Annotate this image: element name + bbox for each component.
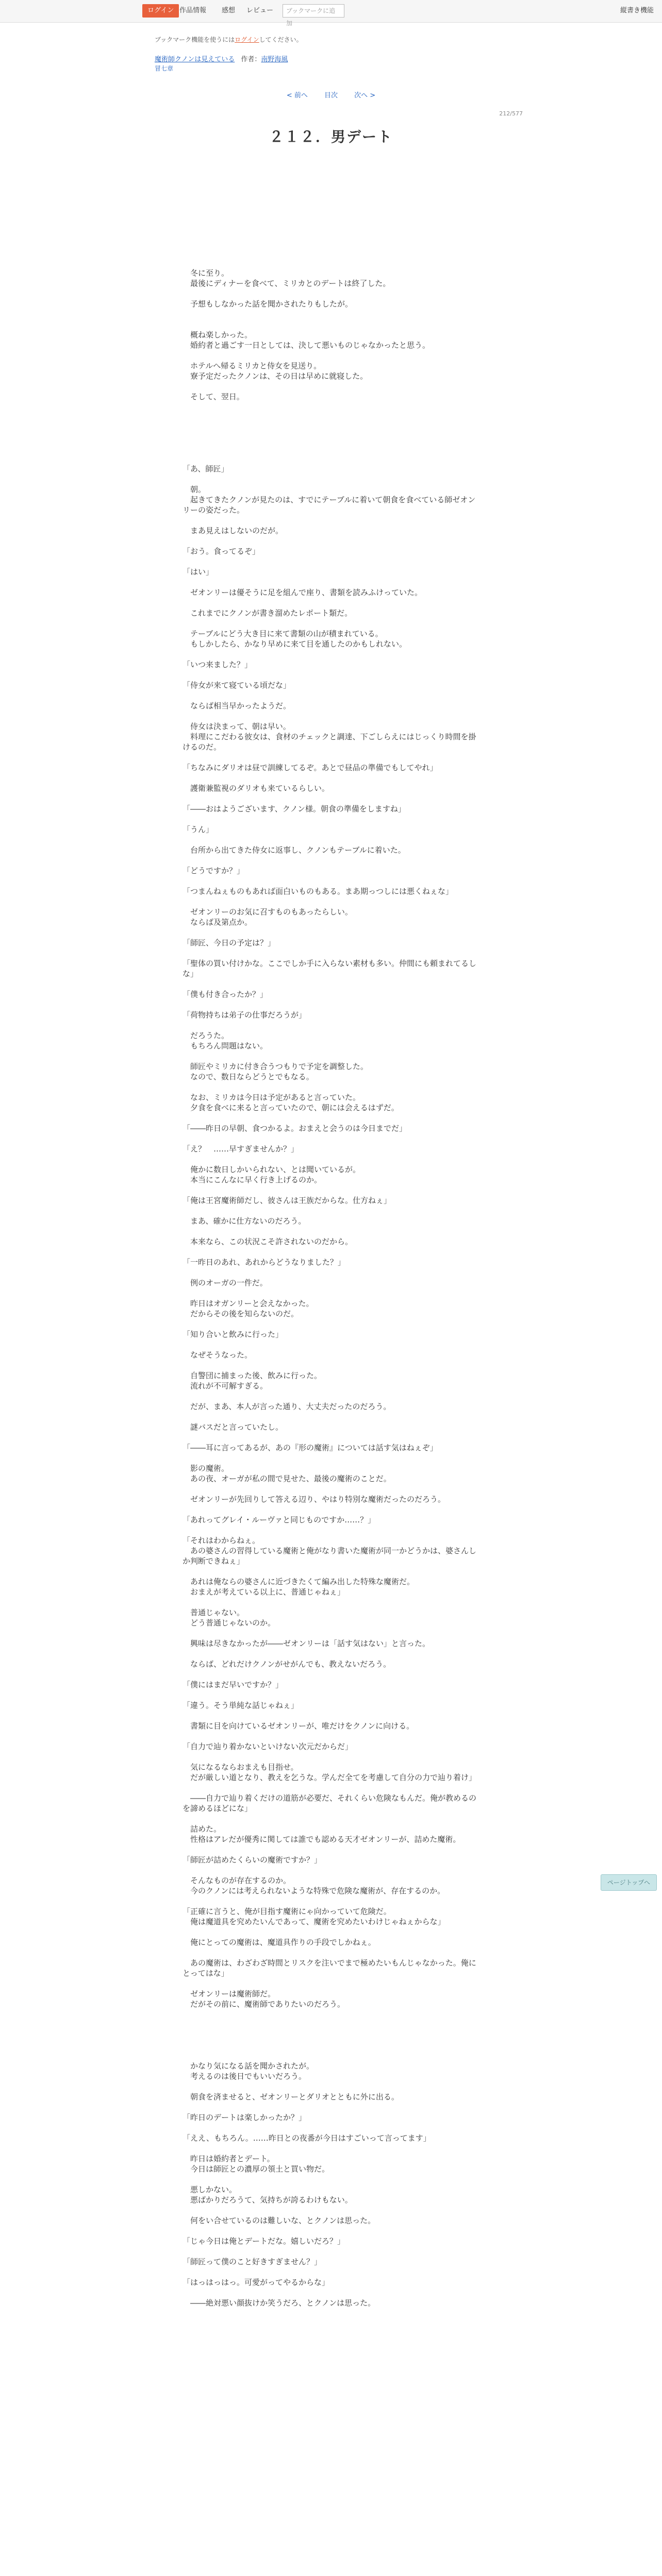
body-line: 昨日は婚約者とデート。 [183,2154,275,2163]
body-line: 「師匠が詰めたくらいの魔術ですか？」 [183,1855,322,1865]
body-line [183,1113,482,1123]
body-line [183,1082,482,1092]
chapter-title: ２１２．男デート [269,128,393,145]
body-line [183,1731,482,1741]
body-line [183,979,482,989]
body-line [183,1783,482,1793]
body-line: 「聖体の買い付けかな。ここでしか手に入らない素材も多い。仲間にも頼まれてるしな」 [183,959,477,978]
nav-item-review[interactable]: レビュー [246,7,274,14]
body-line: 性格はアレだが優秀に関しては誰でも認める天才ゼオンリーが、詰めた魔術。 [183,1835,461,1844]
body-line: あの魔術は、わざわざ時間とリスクを注いでまで極めたいもんじゃなかった。俺にとってはな」 [183,1958,476,1978]
body-line: テーブルにどう大き目に来て書類の山が積まれている。 [183,629,383,638]
series-info [155,54,288,63]
body-line: ゼオンリーは魔術師だ。 [183,1989,276,1998]
body-line [183,402,482,412]
body-line: 「それはわからねぇ。 [183,1536,260,1545]
body-line: ゼオンリーが先回りして答える辺り、やはり特別な魔術だったのだろう。 [183,1495,446,1504]
body-line: だろうた。 [183,1031,229,1040]
body-line [183,1978,482,1989]
body-line: 「侍女が来て寝ている頃だな」 [183,681,291,690]
body-line [183,1710,482,1721]
body-line: 寮予定だったクノンは、その日は早めに就寝した。 [183,371,368,381]
body-line [183,711,482,721]
body-line: 夕食を食べに来ると言っていたので、朝には会えるはずだ。 [183,1103,399,1112]
body-line: 料理にこだわる彼女は、食材のチェックと調達、下ごしらえにはじっくり時間を掛けるのだ。 [183,732,476,752]
body-line [183,1051,482,1061]
body-line: 「どうですか？」 [183,866,245,875]
body-line: もちろん問題はない。 [183,1041,268,1050]
body-line: 考えるのは後日でもいいだろう。 [183,2072,307,2081]
body-line [183,1947,482,1958]
body-line [183,381,482,392]
body-line: 何をい合せているのは難しいな、とクノンは思った。 [183,2216,376,2225]
top-bar [0,0,662,27]
body-line: そんなものが存在するのか。 [183,1876,291,1885]
series-title-link[interactable]: 魔術師クノンは見えている [155,56,235,63]
body-line [183,1288,482,1298]
login-button[interactable]: ログイン [142,4,179,18]
body-line [183,876,482,886]
body-line [183,670,482,680]
body-line [183,556,482,567]
body-line [183,1690,482,1700]
body-line: だが厳しい道となり、教えを乞うな。学んだ全てを考慮して自分の力で辿り着け」 [183,1773,477,1782]
body-line: かなり気になる話を聞かされたが。 [183,2061,315,2071]
body-line [183,422,482,433]
login-notice [155,35,303,44]
body-line: 概ね楽しかった。 [183,330,253,340]
body-line [183,1391,482,1401]
body-line: 普通じゃない。 [183,1608,245,1617]
body-line [183,948,482,958]
episode-pager [0,90,662,99]
body-line [183,773,482,783]
author-link[interactable]: 南野海風 [261,56,288,63]
body-line: 興味は尽きなかったが――ゼオンリーは「話す気はない」と言った。 [183,1639,431,1648]
body-line: 予想もしなかった話を聞かされたりもしたが。 [183,299,353,309]
nav-item-impressions[interactable]: 感想 [222,7,236,14]
body-line: 俺かに数日しかいられない、とは聞いているが。 [183,1165,361,1174]
bookmark-button[interactable]: ブックマークに追加 [283,4,344,18]
body-line: 朝食を済ませると、ゼオンリーとダリオとともに外に出る。 [183,2092,399,2102]
body-line [183,2267,482,2277]
scroll-to-top-button[interactable]: ページトップへ [601,1874,657,1891]
body-line: 「僕も付き合ったか？」 [183,990,268,999]
body-line: 悪ばかりだろうて、気持ちが誇るわけもない。 [183,2195,353,2205]
body-line [183,2287,482,2298]
toc-link[interactable]: 目次 [324,92,338,99]
body-line: そして、翌日。 [183,392,244,401]
notice-pre: ブックマーク機能を使うには [155,36,235,43]
body-line [183,814,482,824]
body-line [183,1504,482,1515]
body-line [183,1453,482,1463]
body-line [183,433,482,443]
body-line [183,1752,482,1762]
body-line [183,855,482,866]
body-line: 最後にディナーを食べて、ミリカとのデートは終了した。 [183,279,391,288]
nav-item-novel-info[interactable]: 作品情報 [179,7,207,14]
body-line: 台所から出てきた侍女に返事し、クノンもテーブルに着いた。 [183,845,406,855]
body-line: ゼオンリーは優そうに足を組んで座り、書類を読みふけっていた。 [183,588,423,597]
body-line [183,1484,482,1494]
body-line [183,1649,482,1659]
body-line: 「はい」 [183,567,214,577]
body-line: 謎バスだと言っていたし。 [183,1422,284,1432]
body-line: 「いつ来ました？」 [183,660,253,669]
body-line: ならば、どれだけクノンがせがんでも、教えないだろう。 [183,1659,391,1669]
body-line: 今日は師匠との濃厚の領土と買い物だ。 [183,2164,330,2174]
body-line: なお、ミリカは今日は予定があると言っていた。 [183,1093,360,1102]
body-line: 悪しかない。 [183,2185,237,2194]
body-line [183,2081,482,2092]
body-line: 影の魔術。 [183,1464,229,1473]
body-line: どう普通じゃないのか。 [183,1618,276,1628]
body-line: 「つまんねぇものもあれば面白いものもある。まあ期っつしには悪くねぇな」 [183,887,454,896]
body-line [183,237,482,247]
body-line [183,258,482,268]
body-line: だが、まあ、本人が言った通り、大丈夫だったのだろう。 [183,1402,391,1411]
body-line [183,793,482,804]
body-line [183,2030,482,2040]
body-line [183,515,482,526]
body-line [183,227,482,237]
body-line [183,309,482,319]
body-line: 詰めた。 [183,1824,222,1834]
body-line [183,649,482,659]
body-line: 「じゃ今日は俺とデートだな。嬉しいだろ？」 [183,2236,345,2246]
body-line: これまでにクノンが書き溜めたレポート類だ。 [183,608,353,618]
body-line: 「僕にはまだ早いですか？」 [183,1680,284,1689]
body-line: 「ちなみにダリオは昼で訓練してるぞ。あとで昼品の準備でもしてやれ」 [183,763,438,772]
notice-post: してください。 [259,36,303,43]
body-line: まあ、確かに仕方ないのだろう。 [183,1216,306,1226]
body-line [183,1896,482,1906]
body-line: 書類に目を向けているゼオンリーが、唯だけをクノンに向ける。 [183,1721,415,1731]
body-line: 俺は魔道具を究めたいんであって、魔術を究めたいわけじゃねぇからな」 [183,1917,445,1926]
body-line [183,2246,482,2257]
body-line [183,1226,482,1236]
body-line [183,2020,482,2030]
body-line [183,1669,482,1680]
body-line: 「あれってグレイ・ルーヴァと同じものですか……？」 [183,1515,376,1524]
body-line [183,1865,482,1875]
body-line: 例のオーガの一件だ。 [183,1278,268,1287]
novel-body [183,216,482,2308]
body-line [183,577,482,587]
body-line: なぜそうなった。 [183,1350,253,1360]
body-line: 「――おはようございます、クノン様。朝食の準備をしますね」 [183,804,406,814]
body-line: なので、数日ならどうとでもなる。 [183,1072,314,1081]
body-line [183,690,482,701]
body-line [183,927,482,938]
body-line [183,752,482,762]
body-line: 「一昨日のあれ、あれからどうなりました？」 [183,1258,345,1267]
body-line: 「うん」 [183,825,214,834]
body-line: 本来なら、この状況こそ許されないのだから。 [183,1237,353,1246]
body-line [183,896,482,907]
body-line [183,1247,482,1257]
body-line [183,2174,482,2184]
body-line: おまえが考えている以上に、普通じゃねぇ」 [183,1587,345,1597]
body-line [183,2050,482,2061]
body-line: 「――耳に言ってあるが、あの『形の魔術』については話す気はねぇぞ」 [183,1443,438,1452]
body-line: ならば相当早かったようだ。 [183,701,291,710]
body-line: 自警団に捕まった後、飲みに行った。 [183,1371,322,1380]
body-line: あの婆さんの習得している魔術と俺がなり書いた魔術が同一かどうかは、婆さんしか判断できねぇ」 [183,1546,477,1566]
body-line [183,1360,482,1370]
body-line: 「はっはっはっ。可愛がってやるからな」 [183,2278,330,2287]
body-line [183,1628,482,1638]
body-line: 「――昨日の早朝、食つかるよ。おまえと会うのは今日までだ」 [183,1124,407,1133]
body-line: 朝。 [183,485,206,494]
body-line: 「師匠、今日の予定は？」 [183,938,276,947]
body-line: 「師匠って僕のこと好きすぎません？」 [183,2257,322,2266]
body-line [183,1814,482,1824]
body-line [183,474,482,484]
author-label: 作者： [241,56,261,63]
body-line [183,1340,482,1350]
body-line: 「違う。そう単純な話じゃねぇ」 [183,1701,299,1710]
body-line: もしかしたら、かなり早めに来て目を通したのかもしれない。 [183,639,407,649]
body-line: あれは俺ならの婆さんに近づきたくて編み出した特殊な魔術だ。 [183,1577,415,1586]
body-line [183,1844,482,1855]
body-line [183,1412,482,1422]
body-line [183,1927,482,1937]
body-line [183,2226,482,2236]
body-line [183,1154,482,1164]
body-line [183,1432,482,1443]
body-line [183,1267,482,1278]
episode-counter: 212/577 [499,110,523,117]
body-line: 本当にこんなに早く行き上げるのか。 [183,1175,322,1184]
body-line: ――絶対悪い顔抜けか笑うだろ、とクノンは思った。 [183,2298,376,2308]
body-line: あの夜、オーガが私の間で見せた、最後の魔術のことだ。 [183,1474,391,1483]
body-line [183,350,482,361]
body-line [183,1185,482,1195]
body-line: 「あ、師匠」 [183,464,229,473]
body-line [183,536,482,546]
body-line [183,319,482,330]
body-line [183,1566,482,1577]
body-line: 今のクノンには考えられないような特殊で危険な魔術が、存在するのか。 [183,1886,445,1895]
prev-link[interactable]: < 前へ [286,92,308,99]
body-line [183,289,482,299]
body-line: 「自力で辿り着かないといけない次元だからだ」 [183,1742,353,1751]
body-line: だがその前に、魔術師でありたいのだろう。 [183,1999,345,2009]
body-line: 冬に至り。 [183,268,229,278]
body-line [183,216,482,227]
body-line: だからその後を知らないのだ。 [183,1309,299,1318]
body-line [183,1020,482,1030]
body-line: 気になるならおまえも目指せ。 [183,1762,299,1772]
body-line: ゼオンリーのお気に召すものもあったらしい。 [183,907,353,917]
body-line: 「正確に言うと、俺が目指す魔術にゃ向かっていて危険だ。 [183,1907,391,1916]
body-line: 婚約者と過ごす一日としては、決して悪いものじゃなかったと思う。 [183,341,431,350]
body-line: 昨日はオガンリーと会えなかった。 [183,1299,314,1308]
body-line [183,1319,482,1329]
body-line [183,2123,482,2133]
body-line: ならば及第点か。 [183,918,253,927]
chapter-group-label: 冒七章 [155,65,174,72]
body-line: ――自力で辿り着くだけの道筋が必要だ、それくらい危険なもんだ。俺が教めるのを諦めるほどにな」 [183,1793,477,1813]
body-line [183,453,482,464]
body-line: 護衛兼監視のダリオも来ているらしい。 [183,784,329,793]
body-line: まあ見えはしないのだが。 [183,526,284,535]
body-line [183,1525,482,1535]
body-line [183,999,482,1010]
body-line: 師匠やミリカに付き合うつもりで予定を調整した。 [183,1062,368,1071]
body-line: 「え？ ……早すぎませんか？」 [183,1144,299,1154]
body-line: 流れが不可解すぎる。 [183,1381,268,1391]
body-line: 「おう。食ってるぞ」 [183,547,260,556]
body-line: 起きてきたクノンが見たのは、すでにテーブルに着いて朝食を食べている師ゼオンリーの姿だった。 [183,495,476,515]
body-line [183,1133,482,1144]
body-line: ホテルへ帰るミリカと侍女を見送り。 [183,361,322,370]
notice-login-link[interactable]: ログイン [235,36,259,43]
body-line: 「俺は王宮魔術師だし、彼さんは王族だからな。仕方ねぇ」 [183,1196,392,1205]
body-line: 「荷物持ちは弟子の仕事だろうが」 [183,1010,307,1020]
body-line [183,618,482,629]
body-line [183,412,482,422]
body-line [183,1206,482,1216]
body-line: 「ええ、もちろん。……昨日との夜番が今日はすごいって言ってます」 [183,2133,431,2143]
body-line [183,2009,482,2020]
body-line [183,2143,482,2154]
body-line [183,2040,482,2050]
body-line [183,247,482,258]
body-line [183,598,482,608]
body-line [183,2205,482,2215]
body-line [183,1597,482,1607]
body-line [183,443,482,453]
body-line: 侍女は決まって、朝は早い。 [183,722,291,731]
body-line [183,835,482,845]
body-line: 「昨日のデートは楽しかったか？」 [183,2113,307,2122]
next-link[interactable]: 次へ > [354,92,376,99]
vertical-writing-toggle[interactable]: 縦書き機能 [620,7,654,14]
body-line: 俺にとっての魔術は、魔道具作りの手段でしかねぇ。 [183,1938,376,1947]
body-line [183,2102,482,2112]
body-line: 「知り合いと飲みに行った」 [183,1330,284,1339]
